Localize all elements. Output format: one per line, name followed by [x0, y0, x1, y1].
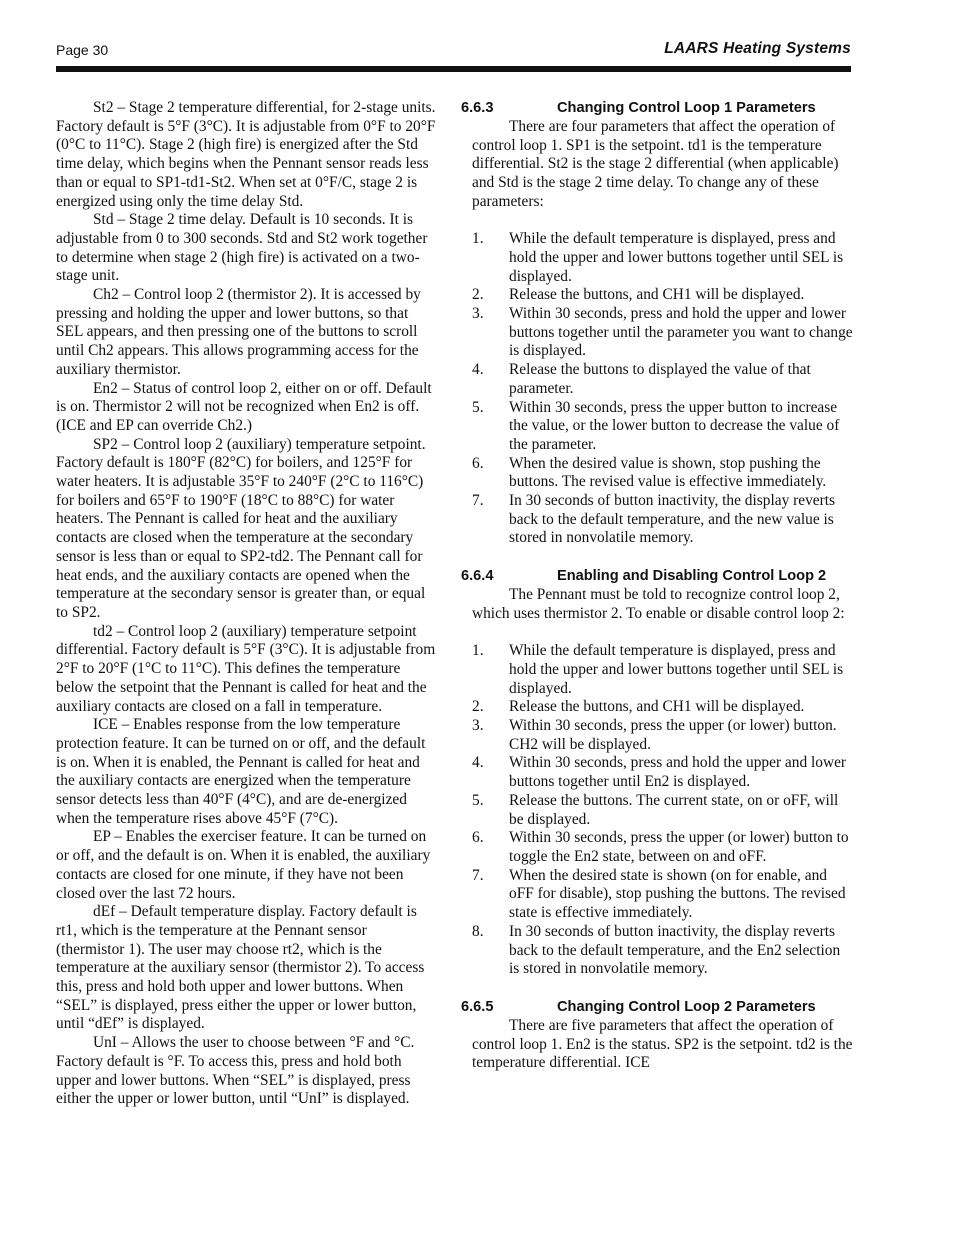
list-item: 8. In 30 seconds of button inactivity, the display reverts back to the default temperature, and the En2 selection is stored in nonvolatile memory.: [472, 922, 841, 978]
list-item: 6. Within 30 seconds, press the upper (or lower) button to toggle the En2 state, between on and oFF.: [472, 829, 849, 865]
section-heading-6-6-5: [461, 998, 854, 1017]
paragraph-uni: UnI – Allows the user to choose between °F and °C. Factory default is °F. To access this, press and hold both upper and lower buttons. When “SEL” is displayed, press either the upper or lower button, until “UnI” is displayed.: [56, 1034, 415, 1108]
header-rule: [56, 66, 851, 72]
section-title: Changing Control Loop 1 Parameters: [557, 100, 816, 116]
paragraph-sp2: SP2 – Control loop 2 (auxiliary) temperature setpoint. Factory default is 180°F (82°C) for boilers, and 125°F for water heaters. It is adjustable 35°F to 240°F (2°C to 116°C) for boilers and 65°F to 190°F (18°C to 88°C) for water heaters. The Pennant is called for heat and the auxiliary contacts are closed when the temperature at the secondary sensor is less than or equal to SP2-td2. The Pennant call for heat ends, and the auxiliary contacts are opened when the temperature at the secondary sensor is greater than, or equal to SP2.: [56, 435, 426, 621]
section-number: 6.6.4: [461, 568, 494, 585]
section-title: Enabling and Disabling Control Loop 2: [557, 568, 827, 585]
list-item: 3. Within 30 seconds, press and hold the upper and lower buttons together until the parameter you want to change is displayed.: [472, 305, 853, 360]
page-header: [56, 40, 851, 62]
paragraph-std: Std – Stage 2 time delay. Default is 10 seconds. It is adjustable from 0 to 300 seconds. Std and St2 work together to determine when stage 2 (high fire) is activated on a two-stage unit.: [56, 211, 428, 285]
list-item: 5. Release the buttons. The current state, on or oFF, will be displayed.: [472, 791, 839, 828]
section-intro: There are five parameters that affect the operation of control loop 1. En2 is the status. SP2 is the setpoint. td2 is the temperature differential. ICE: [472, 1016, 853, 1072]
list-item: 4. Release the buttons to displayed the value of that parameter.: [472, 361, 811, 397]
paragraph-ice: ICE – Enables response from the low temperature protection feature. It can be turned on or off, and the default is on. When it is enabled, the Pennant is called for heat and the auxiliary contacts are energized when the temperature sensor detects less than 40°F (4°C), and are de-energized when the temperature rises above 45°F (7°C).: [56, 716, 426, 827]
list-item: 6. When the desired value is shown, stop pushing the buttons. The revised value is effective immediately.: [472, 454, 827, 491]
list-item: 7. When the desired state is shown (on for enable, and oFF for disable), stop pushing the buttons. The revised state is effective immediately.: [472, 866, 846, 922]
list-item: 1. While the default temperature is displayed, press and hold the upper and lower buttons together until SEL is displayed.: [472, 230, 844, 285]
list-item: 1. While the default temperature is displayed, press and hold the upper and lower buttons together until SEL is displayed.: [472, 642, 844, 697]
section-intro: The Pennant must be told to recognize control loop 2, which uses thermistor 2. To enable or disable control loop 2:: [472, 586, 845, 622]
list-item: 7. In 30 seconds of button inactivity, the display reverts back to the default temperature, and the new value is stored in nonvolatile memory.: [472, 492, 835, 547]
paragraph-td2: td2 – Control loop 2 (auxiliary) temperature setpoint differential. Factory default is 5°F (3°C). It is adjustable from 2°F to 20°F (1°C to 11°C). This defines the temperature below the setpoint that the Pennant is called for heat and the auxiliary contacts are closed on a fall in temperature.: [56, 622, 436, 715]
steps-list-6-6-3: [472, 230, 854, 548]
paragraph-def: dEf – Default temperature display. Factory default is rt1, which is the temperature at the Pennant sensor (thermistor 1). The user may choose rt2, which is the temperature at the auxiliary sensor (thermistor 2). To access this, press and hold both upper and lower buttons. When “SEL” is displayed, press either the upper or lower button, until “dEf” is displayed.: [56, 903, 425, 1033]
section-heading-6-6-4: [461, 567, 854, 586]
paragraph-ch2: Ch2 – Control loop 2 (thermistor 2). It is accessed by pressing and holding the upper and lower buttons, so that SEL appears, and then pressing one of the buttons to scroll until Ch2 appears. This allows programming access for the auxiliary thermistor.: [56, 286, 421, 378]
page-number: Page 30: [56, 42, 109, 58]
list-item: 2. Release the buttons, and CH1 will be displayed.: [472, 698, 805, 716]
brand-name: LAARS Heating Systems: [664, 40, 851, 57]
left-column: [56, 99, 436, 1109]
section-number: 6.6.5: [461, 998, 494, 1015]
list-item: 5. Within 30 seconds, press the upper button to increase the value, or the lower button to decrease the value of the parameter.: [472, 398, 840, 453]
section-title: Changing Control Loop 2 Parameters: [557, 998, 816, 1015]
list-item: 4. Within 30 seconds, press and hold the upper and lower buttons together until En2 is displayed.: [472, 754, 847, 791]
section-number: 6.6.3: [461, 100, 494, 116]
paragraph-en2: En2 – Status of control loop 2, either on or off. Default is on. Thermistor 2 will not be recognized when En2 is off. (ICE and EP can override Ch2.): [56, 379, 432, 434]
paragraph-st2: St2 – Stage 2 temperature differential, for 2-stage units. Factory default is 5°F (3°C). It is adjustable from 0°F to 20°F (0°C to 11°C). Stage 2 (high fire) is energized after the Std time delay, which begins when the Pennant sensor reads less than or equal to SP1-td1-St2. When set at 0°F/C, stage 2 is energized using only the time delay Std.: [56, 99, 436, 210]
steps-list-6-6-4: [472, 642, 854, 979]
section-intro: There are four parameters that affect the operation of control loop 1. SP1 is the setpoint. td1 is the temperature differential. St2 is the stage 2 differential (when applicable) and Std is the stage 2 time delay. To change any of these parameters:: [472, 118, 839, 210]
right-column: [461, 99, 854, 1073]
section-heading-6-6-3: [461, 99, 854, 118]
list-item: 3. Within 30 seconds, press the upper (or lower) button. CH2 will be displayed.: [472, 717, 837, 753]
list-item: 2. Release the buttons, and CH1 will be displayed.: [472, 286, 805, 304]
paragraph-ep: EP – Enables the exerciser feature. It can be turned on or off, and the default is on. When it is enabled, the auxiliary contacts are closed for one minute, if they have not been closed over the last 72 hours.: [56, 828, 431, 902]
